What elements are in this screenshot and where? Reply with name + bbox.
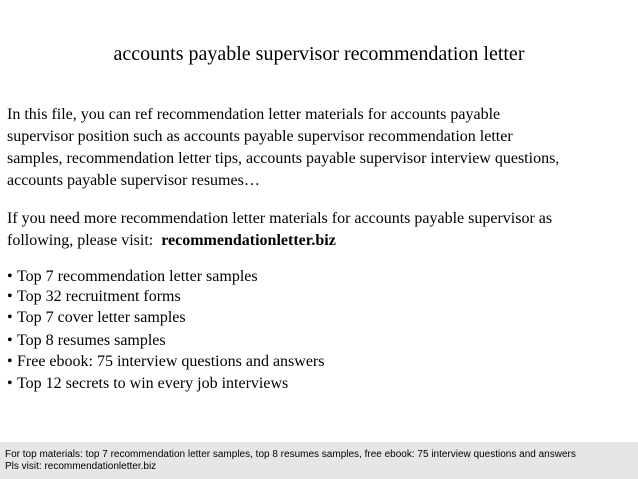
intro-line: accounts payable supervisor resumes… xyxy=(7,172,260,189)
footer-bar xyxy=(0,442,638,479)
bullet-text: Top 7 cover letter samples xyxy=(17,309,186,326)
footer-line: Pls visit: recommendationletter.biz xyxy=(5,461,157,472)
bullet-marker: • xyxy=(7,309,13,326)
list-item xyxy=(7,287,324,306)
website-link[interactable]: recommendationletter.biz xyxy=(161,232,336,249)
intro-line: supervisor position such as accounts payable supervisor recommendation letter xyxy=(7,128,513,145)
bullet-text: Top 12 secrets to win every job interviews xyxy=(17,375,289,392)
intro-line: samples, recommendation letter tips, accounts payable supervisor interview questions, xyxy=(7,150,560,167)
bullet-text: Top 8 resumes samples xyxy=(17,332,166,349)
bullet-text: Top 7 recommendation letter samples xyxy=(17,268,258,285)
footer-line: For top materials: top 7 recommendation letter samples, top 8 resumes samples, free ebook: 75 interview questions and answers xyxy=(5,449,576,460)
list-item xyxy=(7,351,324,373)
bullet-marker: • xyxy=(7,375,13,392)
list-item xyxy=(7,306,324,330)
bullet-text: Free ebook: 75 interview questions and answers xyxy=(17,353,325,370)
bullet-marker: • xyxy=(7,353,13,370)
bullet-marker: • xyxy=(7,332,13,349)
more-paragraph xyxy=(7,208,635,252)
bullet-marker: • xyxy=(7,288,13,305)
list-item xyxy=(7,266,324,287)
intro-line: In this file, you can ref recommendation letter materials for accounts payable xyxy=(7,106,501,123)
list-item xyxy=(7,330,324,351)
bullet-marker: • xyxy=(7,268,13,285)
bullet-list xyxy=(7,266,324,395)
list-item xyxy=(7,373,324,395)
visit-prefix: following, please visit: xyxy=(7,232,154,249)
more-line: If you need more recommendation letter materials for accounts payable supervisor as xyxy=(7,210,553,227)
intro-paragraph xyxy=(7,104,635,192)
bullet-text: Top 32 recruitment forms xyxy=(17,288,181,305)
more-line xyxy=(7,230,635,252)
page-title: accounts payable supervisor recommendation letter xyxy=(113,43,525,65)
